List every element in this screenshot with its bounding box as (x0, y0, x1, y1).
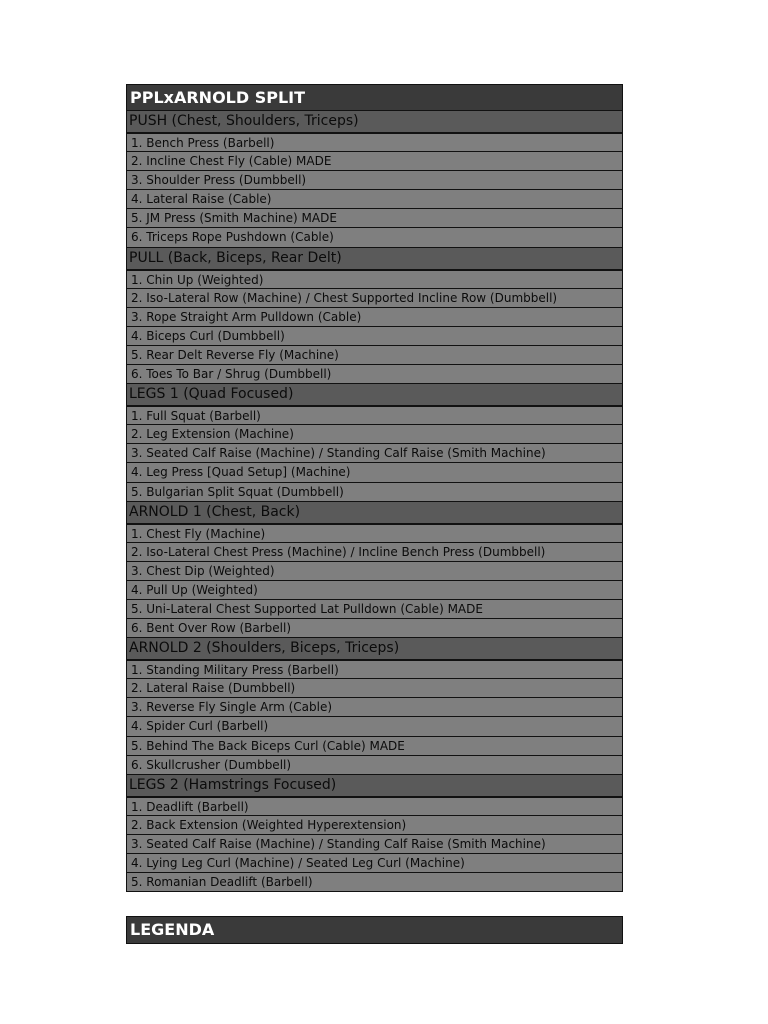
exercise-row: 1. Standing Military Press (Barbell) (126, 660, 623, 679)
exercise-row: 5. Rear Delt Reverse Fly (Machine) (126, 346, 623, 365)
exercise-row: 6. Skullcrusher (Dumbbell) (126, 756, 623, 775)
exercise-row: 5. Behind The Back Biceps Curl (Cable) MADE (126, 737, 623, 756)
split-table (126, 84, 623, 892)
exercise-row: 5. JM Press (Smith Machine) MADE (126, 209, 623, 228)
exercise-row: 6. Bent Over Row (Barbell) (126, 619, 623, 638)
exercise-row: 2. Incline Chest Fly (Cable) MADE (126, 152, 623, 171)
exercise-row: 1. Full Squat (Barbell) (126, 406, 623, 425)
exercise-row: 2. Back Extension (Weighted Hyperextension) (126, 816, 623, 835)
exercise-row: 3. Reverse Fly Single Arm (Cable) (126, 698, 623, 717)
exercise-row: 3. Shoulder Press (Dumbbell) (126, 171, 623, 190)
exercise-row: 3. Rope Straight Arm Pulldown (Cable) (126, 308, 623, 327)
section-heading: ARNOLD 1 (Chest, Back) (126, 502, 623, 524)
exercise-row: 2. Lateral Raise (Dumbbell) (126, 679, 623, 698)
section-heading: LEGS 2 (Hamstrings Focused) (126, 775, 623, 797)
exercise-row: 2. Iso-Lateral Chest Press (Machine) / Incline Bench Press (Dumbbell) (126, 543, 623, 562)
exercise-row: 2. Iso-Lateral Row (Machine) / Chest Supported Incline Row (Dumbbell) (126, 289, 623, 308)
exercise-row: 4. Lateral Raise (Cable) (126, 190, 623, 209)
section-heading: LEGS 1 (Quad Focused) (126, 384, 623, 406)
exercise-row: 4. Lying Leg Curl (Machine) / Seated Leg Curl (Machine) (126, 854, 623, 873)
exercise-row: 6. Toes To Bar / Shrug (Dumbbell) (126, 365, 623, 384)
exercise-row: 5. Romanian Deadlift (Barbell) (126, 873, 623, 892)
section-heading: ARNOLD 2 (Shoulders, Biceps, Triceps) (126, 638, 623, 660)
exercise-row: 5. Uni-Lateral Chest Supported Lat Pulldown (Cable) MADE (126, 600, 623, 619)
exercise-row: 2. Leg Extension (Machine) (126, 425, 623, 444)
section-heading: PULL (Back, Biceps, Rear Delt) (126, 248, 623, 270)
section-heading: PUSH (Chest, Shoulders, Triceps) (126, 111, 623, 133)
exercise-row: 5. Bulgarian Split Squat (Dumbbell) (126, 483, 623, 502)
exercise-row: 4. Biceps Curl (Dumbbell) (126, 327, 623, 346)
legend-header: LEGENDA (126, 916, 623, 944)
exercise-row: 3. Seated Calf Raise (Machine) / Standing Calf Raise (Smith Machine) (126, 835, 623, 854)
exercise-row: 6. Triceps Rope Pushdown (Cable) (126, 228, 623, 247)
exercise-row: 4. Spider Curl (Barbell) (126, 717, 623, 736)
exercise-row: 1. Bench Press (Barbell) (126, 133, 623, 152)
sections-container (126, 111, 623, 892)
exercise-row: 1. Deadlift (Barbell) (126, 797, 623, 816)
exercise-row: 4. Leg Press [Quad Setup] (Machine) (126, 463, 623, 482)
split-title: PPLxARNOLD SPLIT (126, 84, 623, 111)
exercise-row: 1. Chin Up (Weighted) (126, 270, 623, 289)
exercise-row: 3. Chest Dip (Weighted) (126, 562, 623, 581)
exercise-row: 3. Seated Calf Raise (Machine) / Standing Calf Raise (Smith Machine) (126, 444, 623, 463)
exercise-row: 4. Pull Up (Weighted) (126, 581, 623, 600)
exercise-row: 1. Chest Fly (Machine) (126, 524, 623, 543)
